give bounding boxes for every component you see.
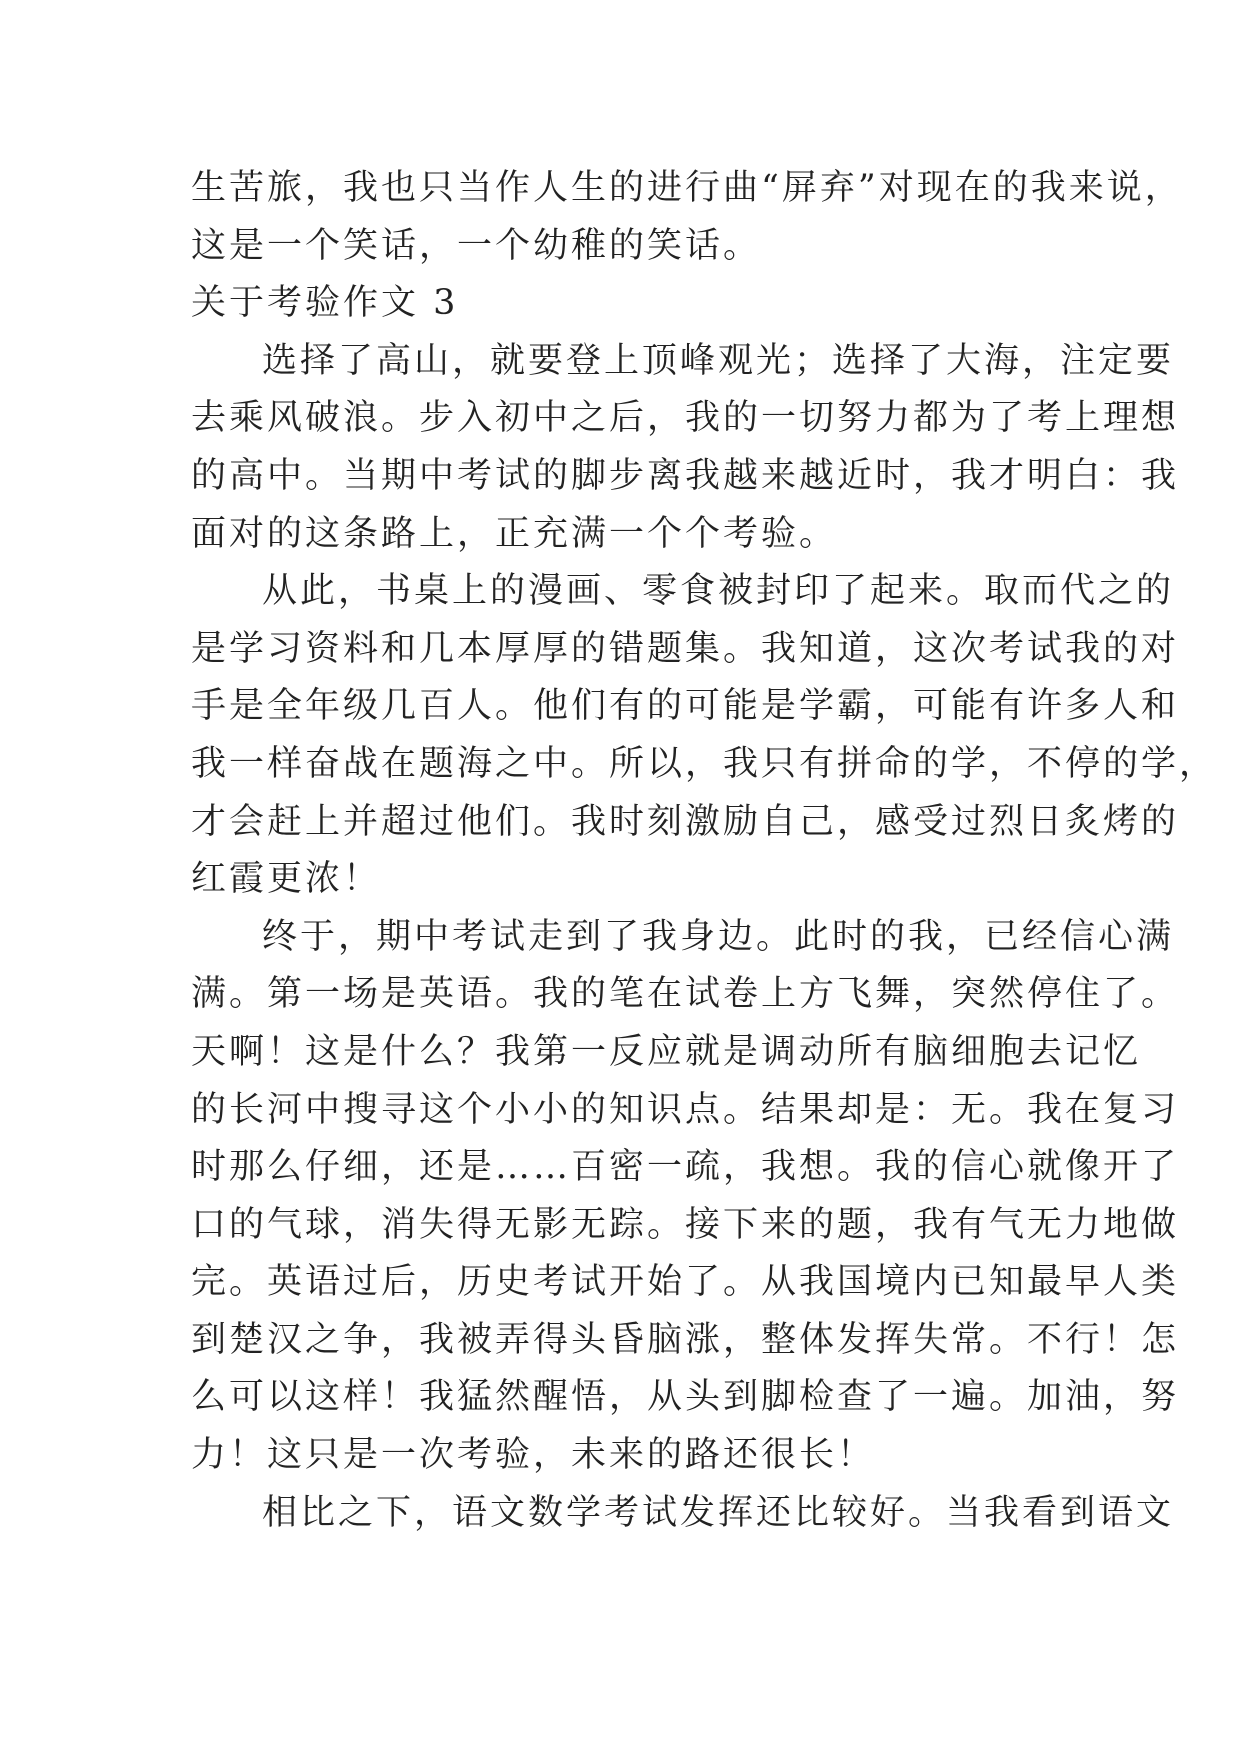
paragraph-start-line: 从此，书桌上的漫画、零食被封印了起来。取而代之的 [262, 571, 1175, 612]
text-line: 时那么仔细，还是……百密一疏，我想。我的信心就像开了 [191, 1147, 1180, 1188]
text-line: 完。英语过后，历史考试开始了。从我国境内已知最早人类 [191, 1262, 1180, 1303]
text-line: 是学习资料和几本厚厚的错题集。我知道，这次考试我的对 [191, 628, 1180, 669]
text-line: 到楚汉之争，我被弄得头昏脑涨，整体发挥失常。不行！怎 [191, 1319, 1180, 1360]
text-line: 满。第一场是英语。我的笔在试卷上方飞舞，突然停住了。 [191, 974, 1180, 1015]
text-line: 的长河中搜寻这个小小的知识点。结果却是：无。我在复习 [191, 1089, 1180, 1130]
text-line: 么可以这样！我猛然醒悟，从头到脚检查了一遍。加油，努 [191, 1377, 1180, 1418]
text-line: 天啊！这是什么？我第一反应就是调动所有脑细胞去记忆 [191, 1031, 1142, 1072]
text-line: 关于考验作文 3 [191, 283, 459, 324]
paragraph-start-line: 相比之下，语文数学考试发挥还比较好。当我看到语文 [262, 1492, 1175, 1533]
text-line: 去乘风破浪。步入初中之后，我的一切努力都为了考上理想 [191, 398, 1180, 439]
document-body [191, 160, 1218, 1542]
text-line: 的高中。当期中考试的脚步离我越来越近时，我才明白：我 [191, 455, 1180, 496]
text-line: 我一样奋战在题海之中。所以，我只有拼命的学，不停的学， [191, 743, 1218, 784]
text-line: 手是全年级几百人。他们有的可能是学霸，可能有许多人和 [191, 686, 1180, 727]
text-line: 这是一个笑话，一个幼稚的笑话。 [191, 225, 762, 266]
text-line: 生苦旅，我也只当作人生的进行曲“屏弃”对现在的我来说， [191, 168, 1183, 208]
text-line: 力！这只是一次考验，未来的路还很长！ [191, 1435, 876, 1476]
text-line: 面对的这条路上，正充满一个个考验。 [191, 513, 838, 554]
text-line: 才会赶上并超过他们。我时刻激励自己，感受过烈日炙烤的 [191, 801, 1180, 842]
text-line: 口的气球，消失得无影无踪。接下来的题，我有气无力地做 [191, 1204, 1180, 1245]
text-line: 红霞更浓！ [191, 859, 382, 900]
paragraph-start-line: 终于，期中考试走到了我身边。此时的我，已经信心满 [262, 916, 1175, 957]
paragraph-start-line: 选择了高山，就要登上顶峰观光；选择了大海，注定要 [262, 340, 1175, 381]
